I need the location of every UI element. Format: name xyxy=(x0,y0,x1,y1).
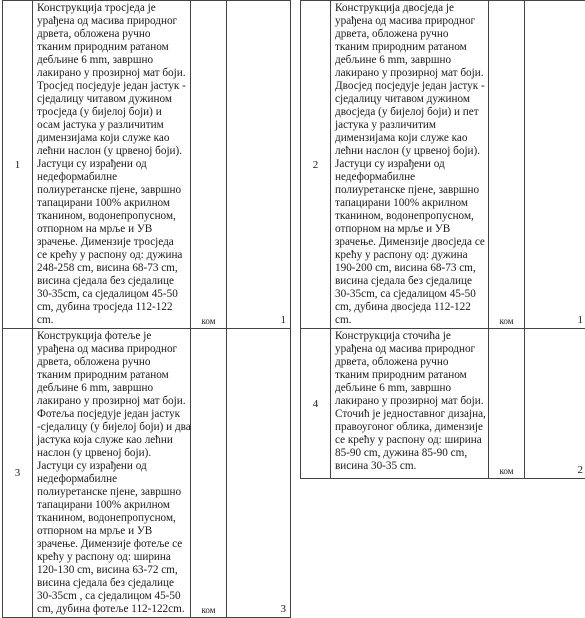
description-line: тканином, водонепропусном, xyxy=(37,512,188,525)
description-line: тапацирани 100% акрилном xyxy=(37,197,188,210)
description-line: осам јастука у различитим xyxy=(37,119,188,132)
description-line: двосједа (у бијелој боји) и пет xyxy=(335,106,486,119)
description-line: cm, дубина фотеље 112-122cm. xyxy=(37,603,188,616)
description-line: 85-90 cm, дужина 85-90 cm, xyxy=(335,447,486,460)
description-line: правоугоног облика, димензије xyxy=(335,421,486,434)
description-line: дрвета, обложена ручно xyxy=(335,28,486,41)
right-items-table xyxy=(300,0,585,479)
item-description xyxy=(331,329,489,479)
description-line: 120-130 cm, висина 63-72 cm, xyxy=(37,564,188,577)
description-line: отпорном на мрље и УВ xyxy=(37,223,188,236)
description-line: дебљине 6 mm, завршно xyxy=(37,54,188,67)
description-line: полиуретанске пјене, завршно xyxy=(37,486,188,499)
unit-cell: ком xyxy=(489,329,525,479)
description-line: лакирано у прозирној мат боји. xyxy=(37,67,188,80)
description-line: урађена од масива природног xyxy=(335,343,486,356)
description-line: Конструкција двосједа је xyxy=(335,2,486,15)
description-line: полиуретанске пјене, завршно xyxy=(37,184,188,197)
description-line: cm. xyxy=(335,314,486,327)
description-line: -сједалицу (у бијелој боји) и два xyxy=(37,421,188,434)
description-line: димензијама који служе као xyxy=(37,132,188,145)
description-line: лакирано у прозирној мат боји. xyxy=(335,67,486,80)
description-line: Двосјед посједује један јастук - xyxy=(335,80,486,93)
item-description xyxy=(331,1,489,329)
description-line: Јастуци су израђени од xyxy=(37,460,188,473)
description-line: лакирано у прозирној мат боји. xyxy=(335,395,486,408)
description-line: 30-35cm, са сједалицом 45-50 xyxy=(335,288,486,301)
description-line: дрвета, обложена ручно xyxy=(37,356,188,369)
description-line: крећу у распону од: ширина xyxy=(37,551,188,564)
description-line: тканим природним ратаном xyxy=(37,41,188,54)
table-row xyxy=(301,1,585,329)
description-line: полиуретанске пјене, завршно xyxy=(335,184,486,197)
description-text xyxy=(335,2,486,327)
description-line: се крећу у распону од: ширина xyxy=(335,434,486,447)
description-line: лакирано у прозирној мат боји. xyxy=(37,395,188,408)
table-row xyxy=(301,329,585,479)
description-line: јастука која служе као лећни xyxy=(37,434,188,447)
description-line: висина 30-35 cm. xyxy=(335,460,486,473)
description-text xyxy=(37,2,188,327)
description-line: лећни наслон (у црвеној боји). xyxy=(37,145,188,158)
description-line: се крећу у распону од: дужина xyxy=(37,249,188,262)
description-line: cm. xyxy=(37,314,188,327)
description-line: Јастуци су израђени од xyxy=(335,158,486,171)
description-line: тканим природним ратаном xyxy=(335,369,486,382)
description-line: јастука у различитим xyxy=(335,119,486,132)
description-line: крећу у распону од: дужина xyxy=(335,249,486,262)
description-line: сједалицу читавом дужином xyxy=(37,93,188,106)
description-line: зрачење. Димензије тросједа xyxy=(37,236,188,249)
description-line: Конструкција тросједа је xyxy=(37,2,188,15)
description-line: 30-35cm, са сједалицом 45-50 xyxy=(37,288,188,301)
description-line: наслон (у црвеној боји). xyxy=(37,447,188,460)
description-line: Фотеља посједује један јастук xyxy=(37,408,188,421)
table-row xyxy=(3,1,291,329)
quantity-cell: 2 xyxy=(525,329,585,479)
description-line: недеформабилне xyxy=(335,171,486,184)
description-line: недеформабилне xyxy=(37,473,188,486)
unit-cell: ком xyxy=(191,329,227,618)
description-line: дебљине 6 mm, завршно xyxy=(335,382,486,395)
description-line: отпорном на мрље и УВ xyxy=(37,525,188,538)
description-line: тканим природним ратаном xyxy=(335,41,486,54)
description-line: дебљине 6 mm, завршно xyxy=(37,382,188,395)
left-items-table xyxy=(2,0,291,618)
item-number: 3 xyxy=(3,329,33,618)
quantity-cell: 3 xyxy=(227,329,291,618)
description-line: сједалицу читавом дужином xyxy=(335,93,486,106)
description-line: тканим природним ратаном xyxy=(37,369,188,382)
item-number: 4 xyxy=(301,329,331,479)
description-line: Конструкција сточића је xyxy=(335,330,486,343)
description-line: лећни наслон (у црвеној боји). xyxy=(335,145,486,158)
item-description xyxy=(33,329,191,618)
description-line: Тросјед посједује један јастук - xyxy=(37,80,188,93)
description-line: урађена од масива природног xyxy=(335,15,486,28)
description-line: cm, дубина тросједа 112-122 xyxy=(37,301,188,314)
unit-cell: ком xyxy=(191,1,227,329)
description-line: 190-200 cm, висина 68-73 cm, xyxy=(335,262,486,275)
table-row xyxy=(3,329,291,618)
description-line: отпорном на мрље и УВ xyxy=(335,223,486,236)
description-line: cm, дубина двосједа 112-122 xyxy=(335,301,486,314)
description-line: 30-35cm , са сједалицом 45-50 xyxy=(37,590,188,603)
description-line: висина сједала без сједалице xyxy=(335,275,486,288)
description-line: дрвета, обложена ручно xyxy=(37,28,188,41)
description-line: тканином, водонепропусном, xyxy=(335,210,486,223)
description-line: Конструкција фотеље је xyxy=(37,330,188,343)
description-line: зрачење. Димензије фотеље се xyxy=(37,538,188,551)
description-text xyxy=(335,330,486,473)
unit-cell: ком xyxy=(489,1,525,329)
description-text xyxy=(37,330,188,616)
description-line: висина сједала без сједалице xyxy=(37,275,188,288)
item-number: 1 xyxy=(3,1,33,329)
description-line: Сточић је једноставног дизајна, xyxy=(335,408,486,421)
description-line: Јастуци су израђени од xyxy=(37,158,188,171)
description-line: тканином, водонепропусном, xyxy=(37,210,188,223)
description-line: тросједа (у бијелој боји) и xyxy=(37,106,188,119)
description-line: тапацирани 100% акрилном xyxy=(335,197,486,210)
description-line: дрвета, обложена ручно xyxy=(335,356,486,369)
description-line: урађена од масива природног xyxy=(37,343,188,356)
description-line: тапацирани 100% акрилном xyxy=(37,499,188,512)
description-line: недеформабилне xyxy=(37,171,188,184)
description-line: дебљине 6 mm, завршно xyxy=(335,54,486,67)
item-number: 2 xyxy=(301,1,331,329)
description-line: зрачење. Димензије двосједа се xyxy=(335,236,486,249)
description-line: 248-258 cm, висина 68-73 cm, xyxy=(37,262,188,275)
description-line: урађена од масива природног xyxy=(37,15,188,28)
quantity-cell: 1 xyxy=(227,1,291,329)
item-description xyxy=(33,1,191,329)
description-line: висина сједала без сједалице xyxy=(37,577,188,590)
description-line: димензијама који служе као xyxy=(335,132,486,145)
quantity-cell: 1 xyxy=(525,1,585,329)
